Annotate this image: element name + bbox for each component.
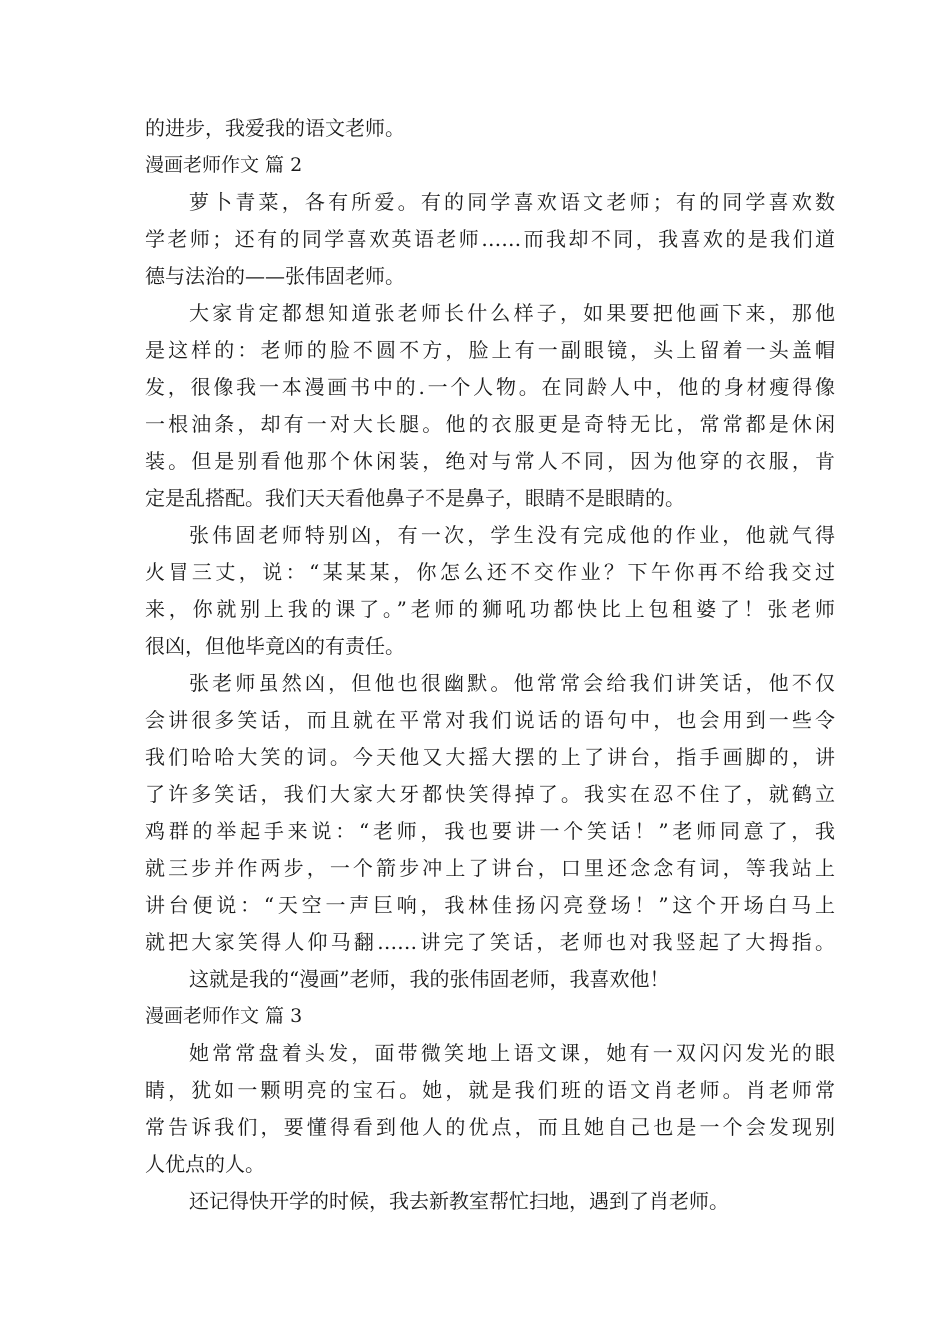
paragraph-first-line: 张伟固老师特别凶，有一次，学生没有完成他的作业，他就气得 [189,523,835,547]
section-heading: 漫画老师作文 篇 3 [145,1005,303,1027]
text-line: 就把大家笑得人仰马翻……讲完了笑话，老师也对我竖起了大拇指。 [145,930,835,954]
text-line: 定是乱搭配。我们天天看他鼻子不是鼻子，眼睛不是眼睛的。 [145,486,685,510]
text-line: 来，你就别上我的课了。”老师的狮吼功都快比上包租婆了！张老师 [145,597,835,621]
paragraph-first-line: 她常常盘着头发，面带微笑地上语文课，她有一双闪闪发光的眼 [189,1041,835,1065]
text-line: 睛，犹如一颗明亮的宝石。她，就是我们班的语文肖老师。肖老师常 [145,1078,835,1102]
paragraph-first-line: 这就是我的“漫画”老师，我的张伟固老师，我喜欢他！ [189,967,670,991]
text-line: 德与法治的——张伟固老师。 [145,264,405,288]
text-line: 装。但是别看他那个休闲装，绝对与常人不同，因为他穿的衣服，肯 [145,449,835,473]
paragraph-first-line: 还记得快开学的时候，我去新教室帮忙扫地，遇到了肖老师。 [189,1189,729,1213]
text-line: 是这样的：老师的脸不圆不方，脸上有一副眼镜，头上留着一头盖帽 [145,338,835,362]
text-line: 鸡群的举起手来说：“老师，我也要讲一个笑话！”老师同意了，我 [145,819,835,843]
text-line: 了许多笑话，我们大家大牙都快笑得掉了。我实在忍不住了，就鹤立 [145,782,835,806]
paragraph-first-line: 萝卜青菜，各有所爱。有的同学喜欢语文老师；有的同学喜欢数 [189,190,835,214]
paragraph-first-line: 张老师虽然凶，但他也很幽默。他常常会给我们讲笑话，他不仅 [189,671,835,695]
text-line: 火冒三丈，说：“某某某，你怎么还不交作业？下午你再不给我交过 [145,560,835,584]
text-line: 的进步，我爱我的语文老师。 [145,116,405,140]
text-line: 一根油条，却有一对大长腿。他的衣服更是奇特无比，常常都是休闲 [145,412,835,436]
text-line: 我们哈哈大笑的词。今天他又大摇大摆的上了讲台，指手画脚的，讲 [145,745,835,769]
text-line: 学老师；还有的同学喜欢英语老师……而我却不同，我喜欢的是我们道 [145,227,835,251]
document-page [145,110,835,1220]
text-line: 会讲很多笑话，而且就在平常对我们说话的语句中，也会用到一些令 [145,708,835,732]
text-line: 很凶，但他毕竟凶的有责任。 [145,634,405,658]
text-line: 人优点的人。 [145,1152,265,1176]
text-line: 就三步并作两步，一个箭步冲上了讲台，口里还念念有词，等我站上 [145,856,835,880]
text-line: 常告诉我们，要懂得看到他人的优点，而且她自己也是一个会发现别 [145,1115,835,1139]
text-line: 讲台便说：“天空一声巨响，我林佳扬闪亮登场！”这个开场白马上 [145,893,835,917]
section-heading: 漫画老师作文 篇 2 [145,154,303,176]
text-line: 发，很像我一本漫画书中的.一个人物。在同龄人中，他的身材瘦得像 [145,375,835,399]
paragraph-first-line: 大家肯定都想知道张老师长什么样子，如果要把他画下来，那他 [189,301,835,325]
